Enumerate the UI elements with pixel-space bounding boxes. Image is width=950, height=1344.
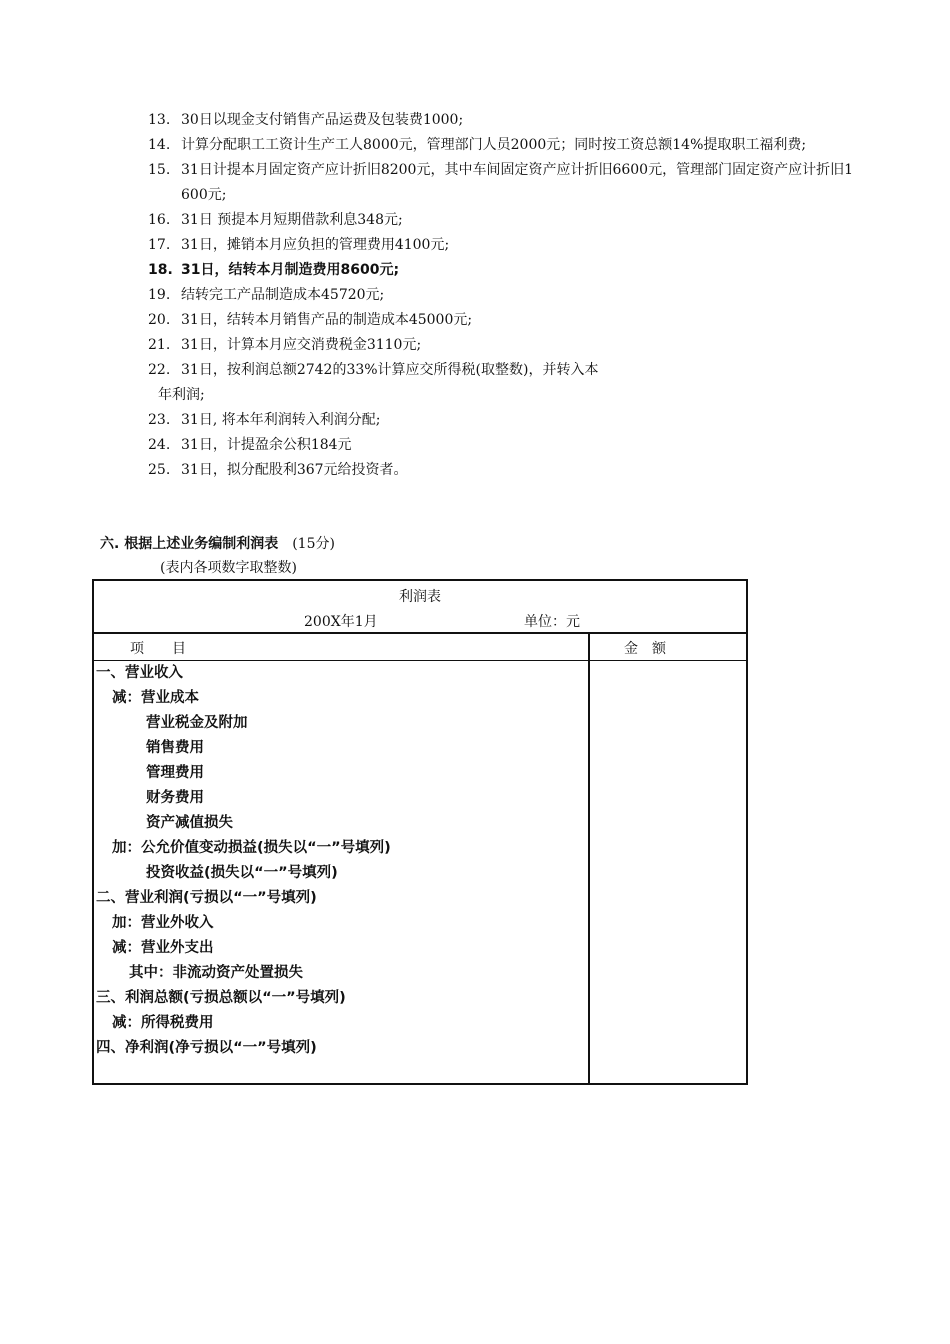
table-row: 三、利润总额(亏损总额以“一”号填列)	[96, 990, 346, 1006]
item-number: 24.	[148, 437, 171, 453]
list-item	[148, 408, 868, 433]
column-header-row	[94, 634, 746, 661]
column-header-amount: 金 额	[624, 641, 666, 657]
section-heading: 六. 根据上述业务编制利润表	[100, 536, 279, 552]
table-row: 销售费用	[146, 740, 204, 756]
item-text: 31日 预提本月短期借款利息348元;	[181, 212, 403, 228]
item-number: 16.	[148, 212, 171, 228]
item-number: 23.	[148, 412, 171, 428]
item-text: 30日以现金支付销售产品运费及包装费1000;	[181, 112, 464, 128]
item-text: 计算分配职工工资计生产工人8000元，管理部门人员2000元；同时按工资总额14%提取职工福利费;	[181, 137, 807, 153]
list-item	[148, 308, 868, 333]
list-item	[148, 433, 868, 458]
item-text-line1: 31日，按利润总额2742的33%计算应交所得税(取整数)，并转入本	[181, 362, 599, 378]
list-item	[148, 283, 868, 308]
table-row: 投资收益(损失以“一”号填列)	[146, 865, 338, 881]
transaction-list	[148, 108, 868, 483]
item-number: 22.	[148, 362, 171, 378]
item-number: 14.	[148, 137, 171, 153]
item-text-line2: 年利润;	[158, 387, 205, 403]
list-item	[148, 133, 868, 158]
column-divider	[588, 634, 590, 1083]
list-item	[148, 233, 868, 258]
list-item	[148, 158, 868, 208]
section-note: (表内各项数字取整数)	[160, 560, 297, 576]
item-text: 结转完工产品制造成本45720元;	[181, 287, 385, 303]
list-item	[148, 108, 868, 133]
table-body	[94, 661, 391, 1061]
item-text: 31日，拟分配股利367元给投资者。	[181, 462, 408, 478]
item-text: 31日, 将本年利润转入利润分配;	[181, 412, 381, 428]
column-header-item: 项 目	[130, 641, 186, 657]
table-title: 利润表	[399, 589, 441, 605]
item-text: 31日，计算本月应交消费税金3110元;	[181, 337, 422, 353]
table-row: 减：营业外支出	[112, 940, 214, 956]
income-statement-table	[92, 579, 748, 1085]
table-header	[94, 581, 746, 634]
item-number: 20.	[148, 312, 171, 328]
item-number: 15.	[148, 162, 171, 178]
item-number: 19.	[148, 287, 171, 303]
table-row: 加：营业外收入	[112, 915, 214, 931]
table-row: 营业税金及附加	[146, 715, 248, 731]
table-row: 加：公允价值变动损益(损失以“一”号填列)	[112, 840, 391, 856]
table-row: 财务费用	[146, 790, 204, 806]
table-row: 一、营业收入	[96, 665, 183, 681]
table-unit: 单位：元	[524, 614, 580, 630]
list-item	[148, 458, 868, 483]
section-title	[100, 533, 335, 553]
list-item	[148, 258, 868, 283]
item-number: 17.	[148, 237, 171, 253]
item-number: 18.	[148, 262, 173, 278]
list-item	[148, 333, 868, 358]
table-period: 200X年1月	[304, 614, 378, 630]
table-row: 资产减值损失	[146, 815, 233, 831]
item-text: 31日，摊销本月应负担的管理费用4100元;	[181, 237, 450, 253]
item-text: 31日，计提盈余公积184元	[181, 437, 352, 453]
table-row: 管理费用	[146, 765, 204, 781]
table-row: 减：所得税费用	[112, 1015, 214, 1031]
list-item	[148, 358, 868, 408]
table-row: 二、营业利润(亏损以“一”号填列)	[96, 890, 317, 906]
item-number: 25.	[148, 462, 171, 478]
table-row: 其中：非流动资产处置损失	[129, 965, 303, 981]
table-row: 减：营业成本	[112, 690, 199, 706]
section-score: (15分)	[292, 536, 335, 552]
item-text: 31日，结转本月制造费用8600元;	[181, 262, 400, 278]
item-text: 31日计提本月固定资产应计折旧8200元，其中车间固定资产应计折旧6600元，管理部门固定资产应计折旧1 600元;	[181, 162, 853, 203]
list-item	[148, 208, 868, 233]
item-number: 13.	[148, 112, 171, 128]
item-number: 21.	[148, 337, 171, 353]
table-row: 四、净利润(净亏损以“一”号填列)	[96, 1040, 317, 1056]
item-text: 31日，结转本月销售产品的制造成本45000元;	[181, 312, 473, 328]
